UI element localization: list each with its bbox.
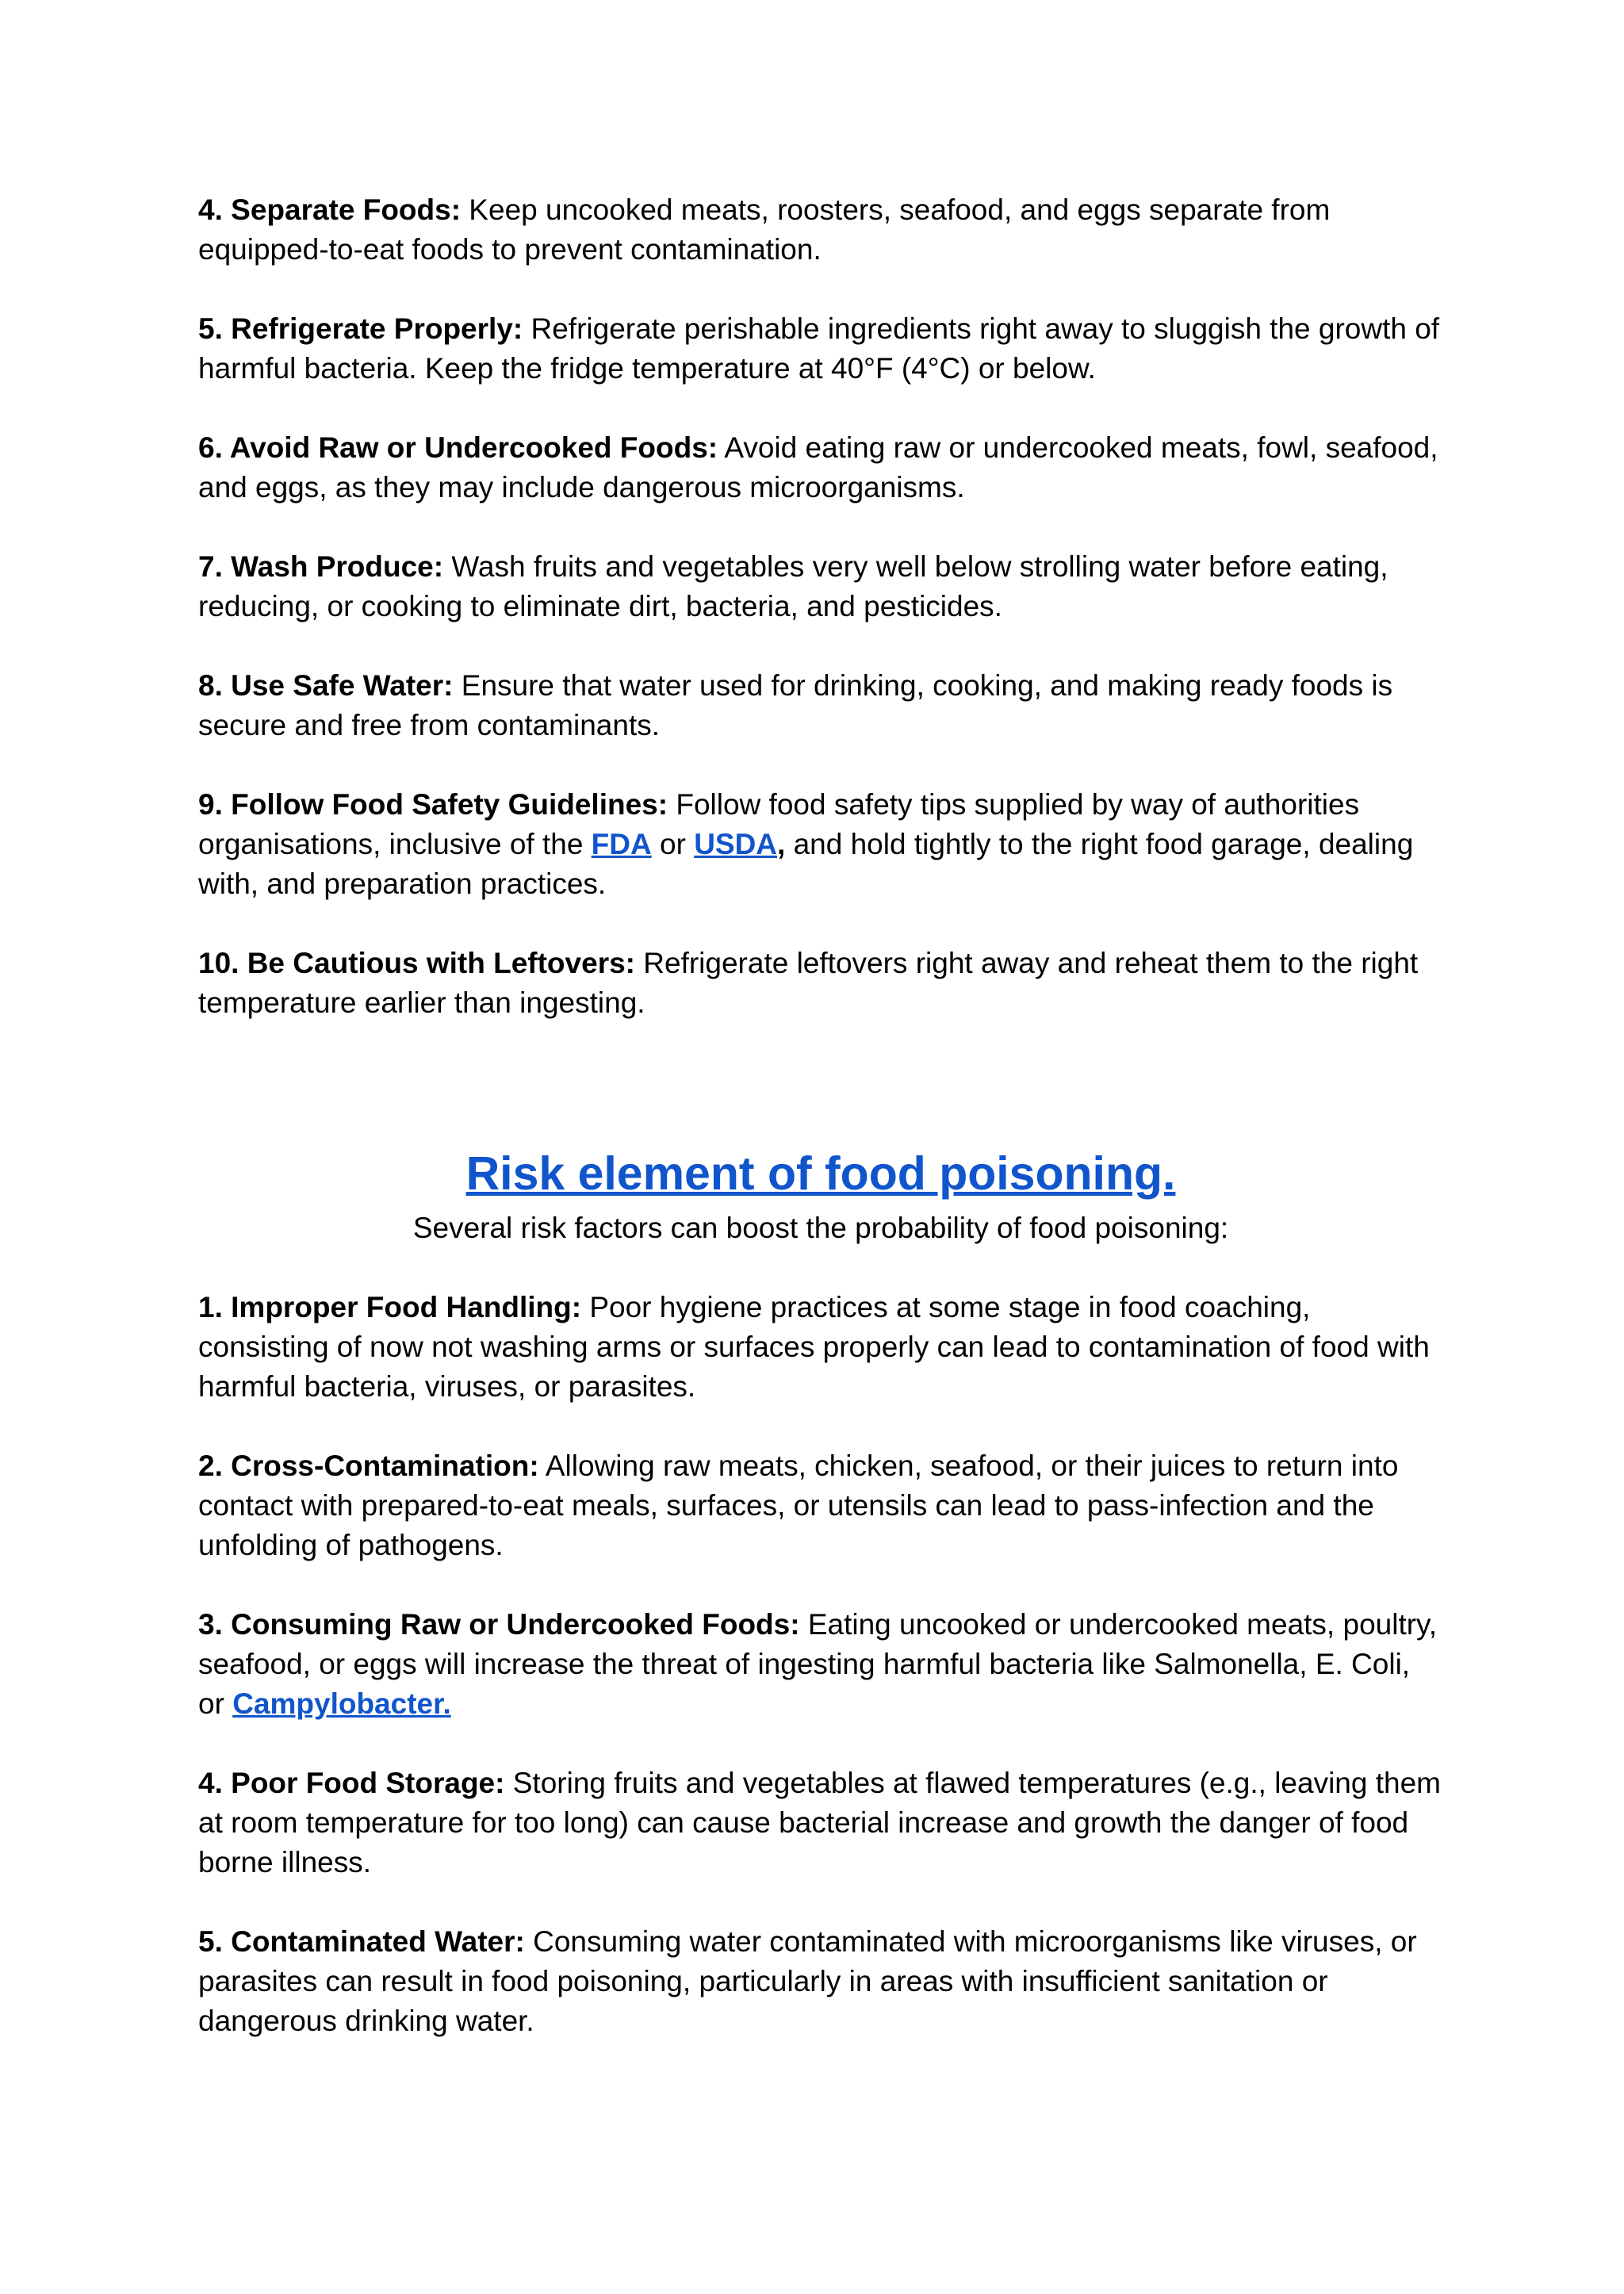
food-safety-tips-section	[198, 190, 1443, 1023]
risk-factors-section	[198, 1142, 1443, 2041]
document-page	[198, 190, 1443, 2081]
tip-text: Ensure that water used for drinking, cooking, and making ready foods is secure and free from contaminants.	[198, 669, 1393, 741]
tip-comma: ,	[777, 828, 786, 860]
tip-text: or	[651, 828, 695, 860]
risk-title: 3. Consuming Raw or Undercooked Foods:	[198, 1608, 800, 1641]
tip-text: Follow food safety tips supplied by way of authorities organisations, inclusive of the	[198, 788, 1360, 860]
campylobacter-link[interactable]: Campylobacter.	[232, 1687, 451, 1720]
tip-title: 9. Follow Food Safety Guidelines:	[198, 788, 668, 821]
risk-text: Consuming water contaminated with microorganisms like viruses, or parasites can result in food poisoning, particularly in areas with insufficient sanitation or dangerous drinking water.	[198, 1925, 1417, 2037]
risk-item-4	[198, 1764, 1443, 1882]
risk-text: Storing fruits and vegetables at flawed temperatures (e.g., leaving them at room temperature for too long) can cause bacterial increase and growth the danger of food borne illness.	[198, 1767, 1441, 1878]
tip-8	[198, 666, 1443, 745]
tip-text: Avoid eating raw or undercooked meats, fowl, seafood, and eggs, as they may include dangerous microorganisms.	[198, 431, 1438, 504]
risk-item-1	[198, 1288, 1443, 1407]
tip-title: 4. Separate Foods:	[198, 193, 462, 226]
risk-item-5	[198, 1922, 1443, 2041]
risk-item-2	[198, 1446, 1443, 1565]
tip-text: Refrigerate perishable ingredients right away to sluggish the growth of harmful bacteria. Keep the fridge temperature at 40°F (4°C) or below.	[198, 312, 1440, 385]
tip-6	[198, 428, 1443, 507]
tip-7	[198, 547, 1443, 626]
fda-link[interactable]: FDA	[591, 828, 652, 860]
tip-9	[198, 785, 1443, 904]
tip-text: Refrigerate leftovers right away and reheat them to the right temperature earlier than ingesting.	[198, 947, 1419, 1019]
tip-4	[198, 190, 1443, 270]
risk-title: 5. Contaminated Water:	[198, 1925, 525, 1958]
tip-title: 7. Wash Produce:	[198, 550, 444, 583]
tip-text: and hold tightly to the right food garage, dealing with, and preparation practices.	[198, 828, 1414, 900]
tip-text: Keep uncooked meats, roosters, seafood, and eggs separate from equipped-to-eat foods to prevent contamination.	[198, 193, 1331, 266]
risk-text: Allowing raw meats, chicken, seafood, or their juices to return into contact with prepared-to-eat meals, surfaces, or utensils can lead to pass-infection and the unfolding of pathogens.	[198, 1450, 1399, 1561]
tip-title: 6. Avoid Raw or Undercooked Foods:	[198, 431, 718, 464]
tip-text: Wash fruits and vegetables very well below strolling water before eating, reducing, or cooking to eliminate dirt, bacteria, and pesticides.	[198, 550, 1388, 622]
risk-title: 4. Poor Food Storage:	[198, 1767, 505, 1799]
risk-item-3	[198, 1605, 1443, 1724]
risk-text: Poor hygiene practices at some stage in food coaching, consisting of now not washing arms or surfaces properly can lead to contamination of food with harmful bacteria, viruses, or parasites.	[198, 1291, 1430, 1403]
risk-intro: Several risk factors can boost the probability of food poisoning:	[412, 1212, 1229, 1244]
risk-text: Eating uncooked or undercooked meats, poultry, seafood, or eggs will increase the threat of ingesting harmful bacteria like Salmonella, E. Coli, or	[198, 1608, 1438, 1720]
risk-title: 1. Improper Food Handling:	[198, 1291, 582, 1323]
tip-5	[198, 309, 1443, 389]
risk-heading-link[interactable]: Risk element of food poisoning.	[465, 1147, 1176, 1200]
tip-10	[198, 944, 1443, 1023]
tip-title: 10. Be Cautious with Leftovers:	[198, 947, 635, 979]
risk-title: 2. Cross-Contamination:	[198, 1450, 539, 1482]
tip-title: 5. Refrigerate Properly:	[198, 312, 523, 345]
tip-title: 8. Use Safe Water:	[198, 669, 454, 702]
risk-heading	[198, 1142, 1443, 1205]
usda-link[interactable]: USDA	[694, 828, 778, 860]
